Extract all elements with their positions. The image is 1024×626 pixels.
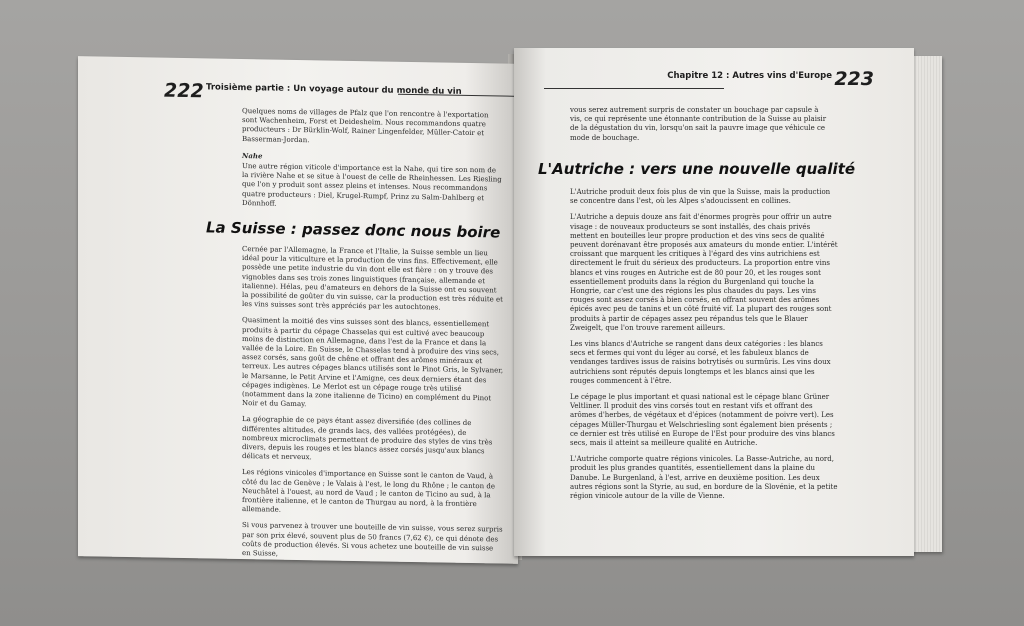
body-paragraph: La géographie de ce pays étant assez diversifiée (des collines de différentes altitudes, de grands lacs, des vallées protégées), de nombreux microclimats permettent de produire des styles de vins très divers, depuis les rouges et les blancs assez corsés jusqu'aux blancs délicats et nerveux. (242, 415, 493, 462)
body-paragraph: Les régions vinicoles d'importance en Suisse sont le canton de Vaud, à côté du lac de Genève ; le Valais à l'est, le long du Rhône ; le canton de Neuchâtel à l'ouest, au nord de Vaud ; le canton de Ticino au sud, à la frontière italienne, et le canton de Thurgau au nord, à la frontière allemande. (242, 468, 495, 514)
body-paragraph: Si vous parvenez à trouver une bouteille de vin suisse, vous serez surpris par son prix élevé, souvent plus de 50 francs (7,62 €), ce qui dénote des coûts de production élevés. Si vous achetez une bouteille de vin suisse en Suisse, (242, 521, 503, 558)
left-page (78, 56, 518, 564)
autriche-body (570, 188, 840, 508)
right-header-rule (544, 88, 724, 89)
right-page (514, 48, 914, 556)
right-intro-block (570, 106, 832, 150)
autriche-section-title: L'Autriche : vers une nouvelle qualité (538, 160, 856, 178)
body-paragraph: Quasiment la moitié des vins suisses sont des blancs, essentiellement produits à partir du cépage Chasselas qui est cultivé avec beaucoup moins de distinction en Allemagne, dans l'est de la France et dans la vallée de la Loire. En Suisse, le Chasselas tend à produire des vins secs, assez corsés, sans goût de chêne et offrant des arômes minéraux et terreux. Les autres cépages blancs utilisés sont le Pinot Gris, le Sylvaner, le Marsanne, le Petit Arvine et l'Amigne, ces deux derniers étant des cépages indigènes. Le Merlot est un cépage rouge très utilisé (notamment dans la zone italienne de Ticino) en complément du Pinot Noir et du Gamay. (242, 316, 504, 409)
page-edges (910, 56, 942, 552)
left-running-head: Troisième partie : Un voyage autour du monde du vin (206, 82, 462, 97)
left-intro-block (242, 107, 504, 220)
right-running-head: Chapitre 12 : Autres vins d'Europe (667, 71, 832, 81)
body-paragraph: L'Autriche a depuis douze ans fait d'énormes progrès pour offrir un autre visage : de nouveaux producteurs se sont installés, des chais privés mettent en bouteilles leur propre production et des vins secs de qualité peuvent dorénavant être proposés aux amateurs du monde entier. L'intérêt croissant que marquent les critiques à l'égard des vins autrichiens est directement le fruit du sérieux des producteurs. La proportion entre vins blancs et vins rouges en Autriche est de 80 pour 20, et les rouges sont essentiellement produits dans la région du Burgenland qui touche la Hongrie, car c'est une des régions les plus chaudes du pays. Les vins rouges sont assez corsés à bien corsés, en offrant souvent des arômes épicés avec peu de tanins et un côté fruité vif. La plupart des rouges sont produits à partir de cépages assez peu répandus tels que le Blauer Zweigelt, que l'on trouve rarement ailleurs. (570, 213, 838, 332)
body-paragraph: L'Autriche produit deux fois plus de vin que la Suisse, mais la production se concentre dans l'est, où les Alpes s'adoucissent en collines. (570, 188, 831, 206)
left-intro-paragraph: Quelques noms de villages de Pfalz que l'on rencontre à l'exportation sont Wachenheim, Forst et Deidesheim. Nous recommandons quatre producteurs : Dr Bürklin-Wolf, Rainer Lingenfelder, Müller-Catoir et Basserman-Jordan. (242, 107, 489, 144)
left-page-number: 222 (164, 79, 204, 103)
suisse-section-title: La Suisse : passez donc nous boire (206, 218, 501, 242)
right-page-number: 223 (834, 68, 874, 90)
nahe-subheading: Nahe (242, 150, 263, 161)
body-paragraph: Les vins blancs d'Autriche se rangent dans deux catégories : les blancs secs et fermes qui vont du léger au corsé, et les fabuleux blancs de vendanges tardives issus de raisins botrytisés ou surmûris. Les vins doux autrichiens sont réputés depuis longtemps et les blancs ainsi que les rouges commencent à l'être. (570, 340, 831, 385)
nahe-paragraph: Une autre région viticole d'importance est la Nahe, qui tire son nom de la rivière Nahe et se situe à l'ouest de celle de Rheinhessen. Les Riesling que l'on y produit sont assez pleins et intenses. Nous recommandons quatre producteurs : Diel, Krugel-Rumpf, Prinz zu Salm-Dahlberg et Dönnhoff. (242, 162, 502, 208)
suisse-body (242, 245, 504, 564)
body-paragraph: Cernée par l'Allemagne, la France et l'Italie, la Suisse semble un lieu idéal pour la viticulture et la production de vins fins. Effectivement, elle possède une petite industrie du vin dont elle est fière : on y trouve des vignobles dans ses trois zones linguistiques (française, allemande et italienne). Hélas, peu d'amateurs en dehors de la Suisse ont eu souvent la possibilité de goûter du vin suisse, car la production est très réduite et les vins suisses sont très appréciés par les autochtones. (242, 245, 503, 312)
right-intro-paragraph: vous serez autrement surpris de constater un bouchage par capsule à vis, ce qui représente une étonnante contribution de la Suisse au plaisir de la dégustation du vin, lorsqu'on sait la pauvre image que véhicule ce mode de bouchage. (570, 106, 827, 142)
body-paragraph: L'Autriche comporte quatre régions vinicoles. La Basse-Autriche, au nord, produit les plus grandes quantités, essentiellement dans la plaine du Danube. Le Burgenland, à l'est, arrive en deuxième position. Les deux autres régions sont la Styrie, au sud, en bordure de la Slovénie, et la petite région vinicole autour de la ville de Vienne. (570, 455, 838, 501)
body-paragraph: Le cépage le plus important et quasi national est le cépage blanc Grüner Veltliner. Il produit des vins corsés tout en restant vifs et offrant des arômes d'herbes, de végétaux et d'épices (notamment de poivre vert). Les cépages Müller-Thurgau et Welschriesling sont également bien présents ; ce dernier est très utilisé en Europe de l'Est pour produire des vins blancs secs, mais il atteint sa meilleure qualité en Autriche. (570, 393, 835, 448)
